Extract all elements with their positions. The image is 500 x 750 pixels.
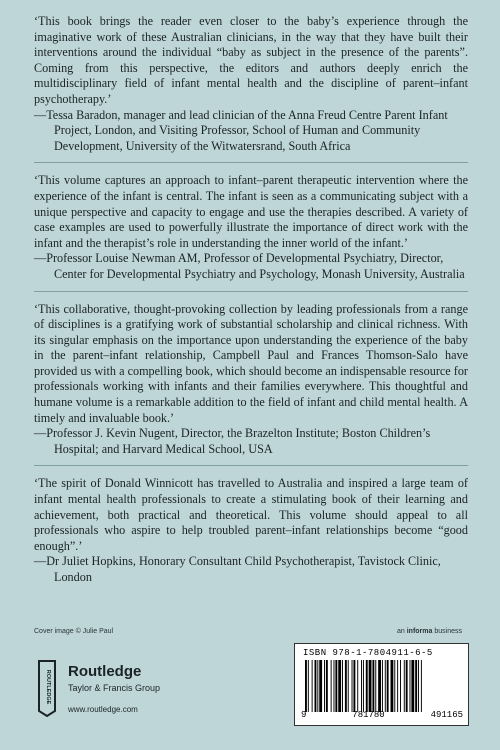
barcode-digit-group: 491165 (430, 710, 463, 720)
isbn-barcode-block (294, 643, 469, 726)
routledge-mark-icon (36, 659, 58, 717)
cover-image-credit: Cover image © Julie Paul (34, 628, 114, 635)
quote-attribution: —Professor Louise Newman AM, Professor of Developmental Psychiatry, Director, Center for Developmental Psychiatry and Psychology, Monash University, Australia (34, 251, 465, 281)
endorsement-2 (34, 173, 468, 282)
quote-attribution: —Professor J. Kevin Nugent, Director, the Brazelton Institute; Boston Children’s Hospital; and Harvard Medical School, USA (34, 426, 431, 456)
publisher-url: www.routledge.com (68, 705, 138, 714)
informa-brand: informa (406, 628, 433, 635)
informa-prefix: an (397, 628, 407, 635)
endorsement-4 (34, 476, 468, 585)
informa-business-tag (397, 628, 462, 635)
quote-attribution: —Tessa Baradon, manager and lead clinician of the Anna Freud Centre Parent Infant Project, London, and Visiting Professor, School of Human and Community Development, University of the Witwatersrand, South Africa (34, 107, 448, 153)
endorsement-3 (34, 302, 468, 458)
quote-text: ‘This volume captures an approach to infant–parent therapeutic intervention where the experience of the infant is central. The infant is seen as a communicating subject with a unique perspective and capacity to engage and use the therapies described. A variety of case examples are used to powerfully illustrate the importance of direct work with the infant and the therapist’s role in understanding the inner world of the infant.’ (34, 173, 468, 250)
endorsement-1 (34, 14, 468, 154)
isbn-label: ISBN 978-1-7804911-6-5 (303, 648, 433, 658)
publisher-name: Routledge (68, 663, 142, 680)
endorsements (34, 14, 468, 586)
publisher-logo (36, 659, 176, 719)
divider (34, 162, 468, 163)
quote-text: ‘This book brings the reader even closer to the baby’s experience through the imaginative work of these Australian clinicians, in the way that they have built their interventions around the individual “baby as subject in the presence of the parents”. Coming from this perspective, the editors and authors deeply enrich the multidisciplinary field of infant mental health and the discipline of parent–infant psychotherapy.’ (34, 14, 468, 106)
publisher-group: Taylor & Francis Group (68, 683, 161, 693)
barcode-digit-group: 9 (301, 710, 307, 720)
divider (34, 465, 468, 466)
quote-attribution: —Dr Juliet Hopkins, Honorary Consultant Child Psychotherapist, Tavistock Clinic, London (34, 554, 441, 584)
quote-text: ‘The spirit of Donald Winnicott has travelled to Australia and inspired a large team of infant mental health professionals to create a stimulating book of their learning and achievement, both practical and theoretical. This volume should appeal to all professionals who aspire to help troubled parent–infant relationships become “good enough”.’ (34, 476, 468, 553)
barcode-icon (303, 660, 460, 712)
divider (34, 291, 468, 292)
informa-suffix: business (432, 628, 462, 635)
quote-text: ‘This collaborative, thought-provoking collection by leading professionals from a range of disciplines is a gratifying work of substantial scholarship and clinical richness. With its singular emphasis on the importance upon understanding the experience of the baby in the parent–infant relationship, Campbell Paul and Frances Thomson-Salo have provided us with a compelling book, which should become an indispensable resource for professionals working with infants and their families everywhere. This thoughtful and humane volume is a remarkable addition to the field of infant and child mental health. A timely and invaluable book.’ (34, 301, 468, 425)
barcode-digit-group: 781780 (352, 710, 385, 720)
barcode-digits (301, 710, 463, 720)
routledge-mark-text: ROUTLEDGE (45, 669, 51, 705)
